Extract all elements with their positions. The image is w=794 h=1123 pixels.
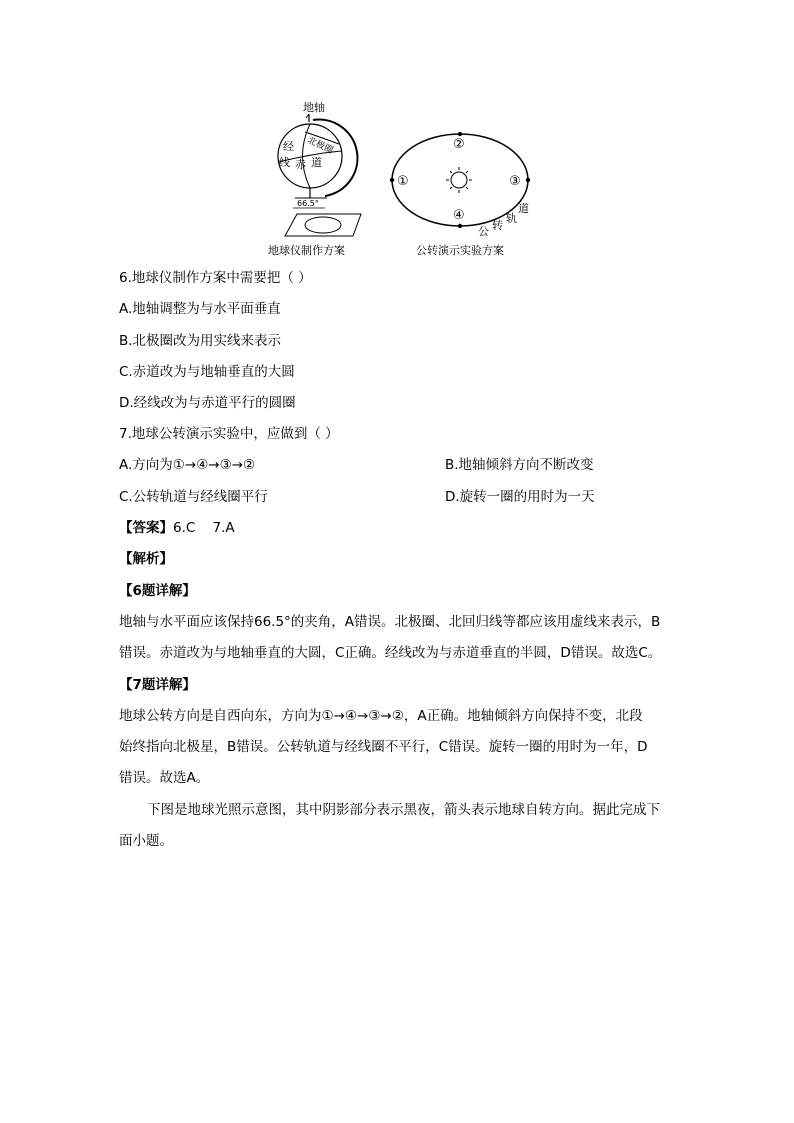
detail-7-line-2: 始终指向北极星，B错误。公转轨道与经线圈不平行，C错误。旋转一圈的用时为一年，D	[119, 739, 648, 755]
position-3: ③	[509, 174, 521, 189]
equator-char-2: 道	[311, 156, 322, 169]
detail-6-label: 【6题详解】	[119, 583, 196, 599]
axis-label: 地轴	[303, 101, 325, 114]
question-6-stem: 6.地球仪制作方案中需要把（ ）	[119, 270, 312, 286]
detail-6-line-1: 地轴与水平面应该保持66.5°的夹角，A错误。北极圈、北回归线等都应该用虚线来表示，B	[119, 614, 661, 630]
answer-label: 【答案】	[119, 520, 173, 536]
globe-caption: 地球仪制作方案	[268, 244, 345, 257]
angle-label: 66.5°	[297, 199, 319, 208]
orbit-char-3: 轨	[506, 212, 517, 225]
detail-7-line-1: 地球公转方向是自西向东，方向为①→④→③→②，A正确。地轴倾斜方向保持不变，北段	[119, 708, 643, 724]
orbit-caption: 公转演示实验方案	[416, 244, 504, 257]
detail-7-label: 【7题详解】	[119, 677, 196, 693]
question-7-option-a: A.方向为①→④→③→②	[119, 457, 256, 473]
detail-7-line-3: 错误。故选A。	[119, 770, 210, 786]
intro-line-1: 下图是地球光照示意图，其中阴影部分表示黑夜，箭头表示地球自转方向。据此完成下	[147, 802, 660, 818]
question-6-option-b: B.北极圈改为用实线来表示	[119, 333, 282, 349]
analysis-label: 【解析】	[119, 551, 173, 567]
position-1: ①	[397, 174, 409, 189]
detail-6-line-2: 错误。赤道改为与地轴垂直的大圆，C正确。经线改为与赤道垂直的半圆，D错误。故选C。	[119, 645, 662, 661]
question-6-option-c: C.赤道改为与地轴垂直的大圆	[119, 364, 295, 380]
question-6-option-a: A.地轴调整为与水平面垂直	[119, 301, 281, 317]
position-4: ④	[453, 208, 465, 223]
arctic-label: 北极圈	[305, 135, 335, 157]
answer-value: 6.C 7.A	[173, 520, 235, 536]
meridian-char-1: 经	[283, 140, 294, 153]
question-7-option-c: C.公转轨道与经线圈平行	[119, 489, 268, 505]
orbit-char-4: 道	[518, 202, 529, 215]
position-2: ②	[453, 137, 465, 152]
sun-icon	[446, 167, 472, 193]
orbit-char-1: 公	[478, 225, 489, 238]
intro-line-2: 面小题。	[119, 833, 173, 849]
answer-line	[119, 518, 235, 538]
orbit-char-2: 转	[492, 219, 503, 232]
equator-char-1: 赤	[295, 158, 306, 171]
question-7-stem: 7.地球公转演示实验中，应做到（ ）	[119, 426, 339, 442]
question-7-option-b: B.地轴倾斜方向不断改变	[445, 457, 594, 473]
question-7-option-d: D.旋转一圈的用时为一天	[445, 489, 595, 505]
meridian-char-2: 线	[279, 156, 290, 169]
orbit-diagram	[388, 128, 533, 246]
question-6-option-d: D.经线改为与赤道平行的圆圈	[119, 395, 296, 411]
globe-diagram	[265, 96, 375, 241]
